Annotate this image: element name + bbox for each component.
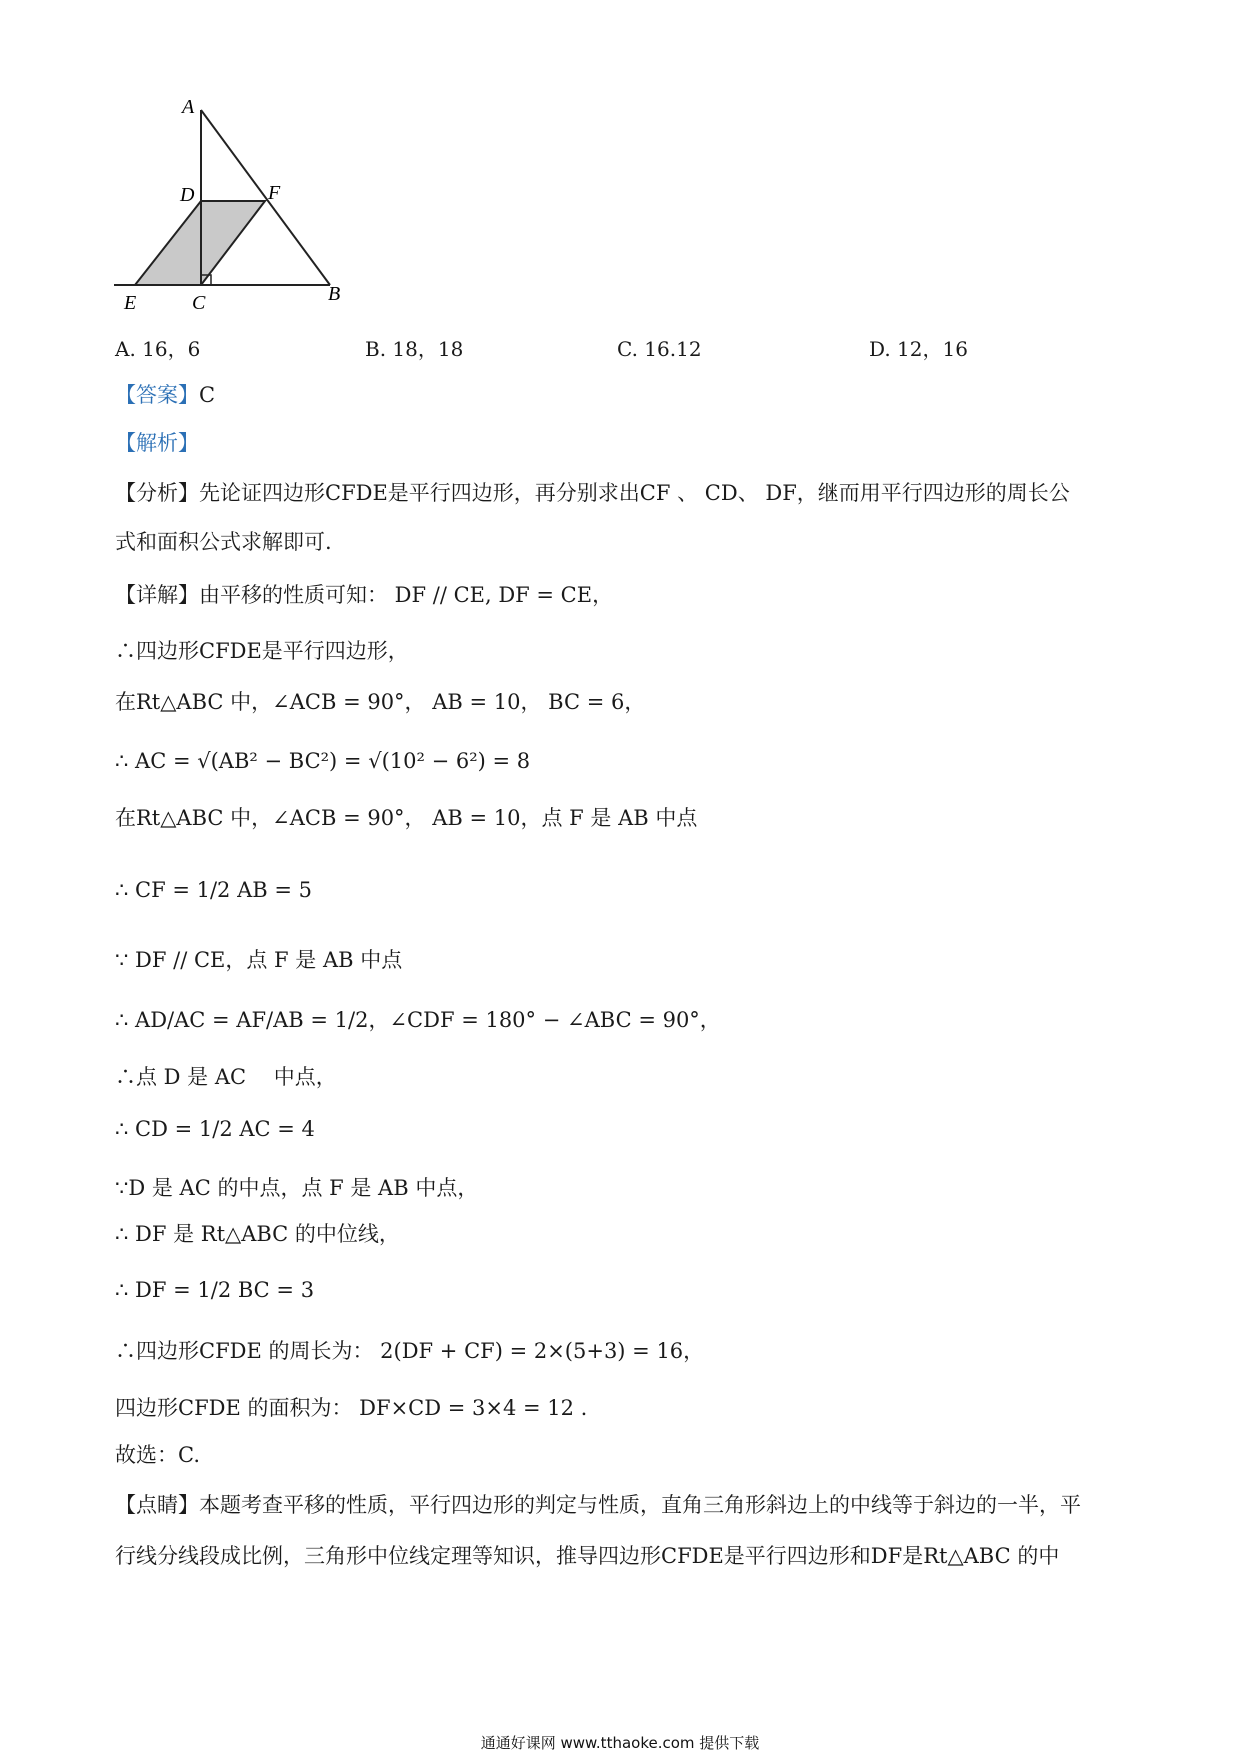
answer-tag: 【答案】 (115, 383, 199, 407)
dianjing-tag: 【点睛】 (115, 1493, 199, 1517)
page-footer: 通通好课网 www.tthaoke.com 提供下载 (480, 1734, 760, 1752)
xiangjie-line-3: 在Rt△ABC 中，∠ACB = 90°， AB = 10， BC = 6， (115, 690, 646, 714)
label-c: C (192, 292, 206, 310)
analysis-tag: 【解析】 (115, 431, 199, 455)
dianjing-text-1: 本题考查平移的性质，平行四边形的判定与性质，直角三角形斜边上的中线等于斜边的一半，平 (199, 1493, 1081, 1517)
label-b: B (328, 283, 341, 305)
xiangjie-line-15: 四边形CFDE 的面积为： DF×CD = 3×4 = 12 . (115, 1396, 588, 1420)
dianjing-line-2: 行线分线段成比例，三角形中位线定理等知识，推导四边形CFDE是平行四边形和DF是Rt△ABC 的中 (115, 1544, 1060, 1568)
xiangjie-line-8: ∴ AD/AC = AF/AB = 1/2，∠CDF = 180° − ∠ABC = 90°， (115, 1008, 721, 1032)
xiangjie-line-16: 故选：C. (115, 1443, 200, 1467)
option-d: D. 12，16 (869, 337, 968, 361)
analysis-heading (115, 428, 199, 458)
fenxi-line-1 (115, 478, 1070, 508)
option-c: C. 16.12 (617, 337, 702, 361)
xiangjie-line-5: 在Rt△ABC 中，∠ACB = 90°， AB = 10，点 F 是 AB 中点 (115, 806, 698, 830)
label-f: F (268, 182, 281, 204)
xiangjie-line-13: ∴ DF = 1/2 BC = 3 (115, 1278, 315, 1302)
geometry-figure (110, 95, 470, 310)
label-e: E (124, 292, 137, 310)
fenxi-text-1: 先论证四边形CFDE是平行四边形，再分别求出CF 、 CD、 DF，继而用平行四边形的周长公 (199, 481, 1070, 505)
xiangjie-line-12: ∴ DF 是 Rt△ABC 的中位线， (115, 1222, 400, 1246)
fenxi-tag: 【分析】 (115, 481, 199, 505)
xiangjie-line-14: ∴四边形CFDE 的周长为： 2(DF + CF) = 2×(5+3) = 16， (115, 1339, 705, 1363)
xiangjie-line-9: ∴点 D 是 AC 中点， (115, 1065, 337, 1089)
label-a: A (182, 96, 195, 118)
xiangjie-text-1: 由平移的性质可知： DF // CE, DF = CE， (199, 583, 614, 607)
option-a: A. 16，6 (115, 337, 201, 361)
xiangjie-tag: 【详解】 (115, 583, 199, 607)
option-b: B. 18，18 (365, 337, 464, 361)
xiangjie-line-6: ∴ CF = 1/2 AB = 5 (115, 878, 312, 902)
label-d: D (180, 184, 195, 206)
dianjing-line-1 (115, 1490, 1081, 1520)
xiangjie-line-11: ∵D 是 AC 的中点，点 F 是 AB 中点， (115, 1176, 479, 1200)
fenxi-line-2: 式和面积公式求解即可. (115, 530, 332, 554)
answer-value: C (199, 383, 216, 407)
xiangjie-line-4: ∴ AC = √(AB² − BC²) = √(10² − 6²) = 8 (115, 749, 531, 773)
answer-line (115, 380, 215, 410)
xiangjie-line-7: ∵ DF // CE，点 F 是 AB 中点 (115, 948, 403, 972)
xiangjie-line-1 (115, 580, 613, 610)
xiangjie-line-2: ∴四边形CFDE是平行四边形， (115, 639, 409, 663)
xiangjie-line-10: ∴ CD = 1/2 AC = 4 (115, 1117, 315, 1141)
